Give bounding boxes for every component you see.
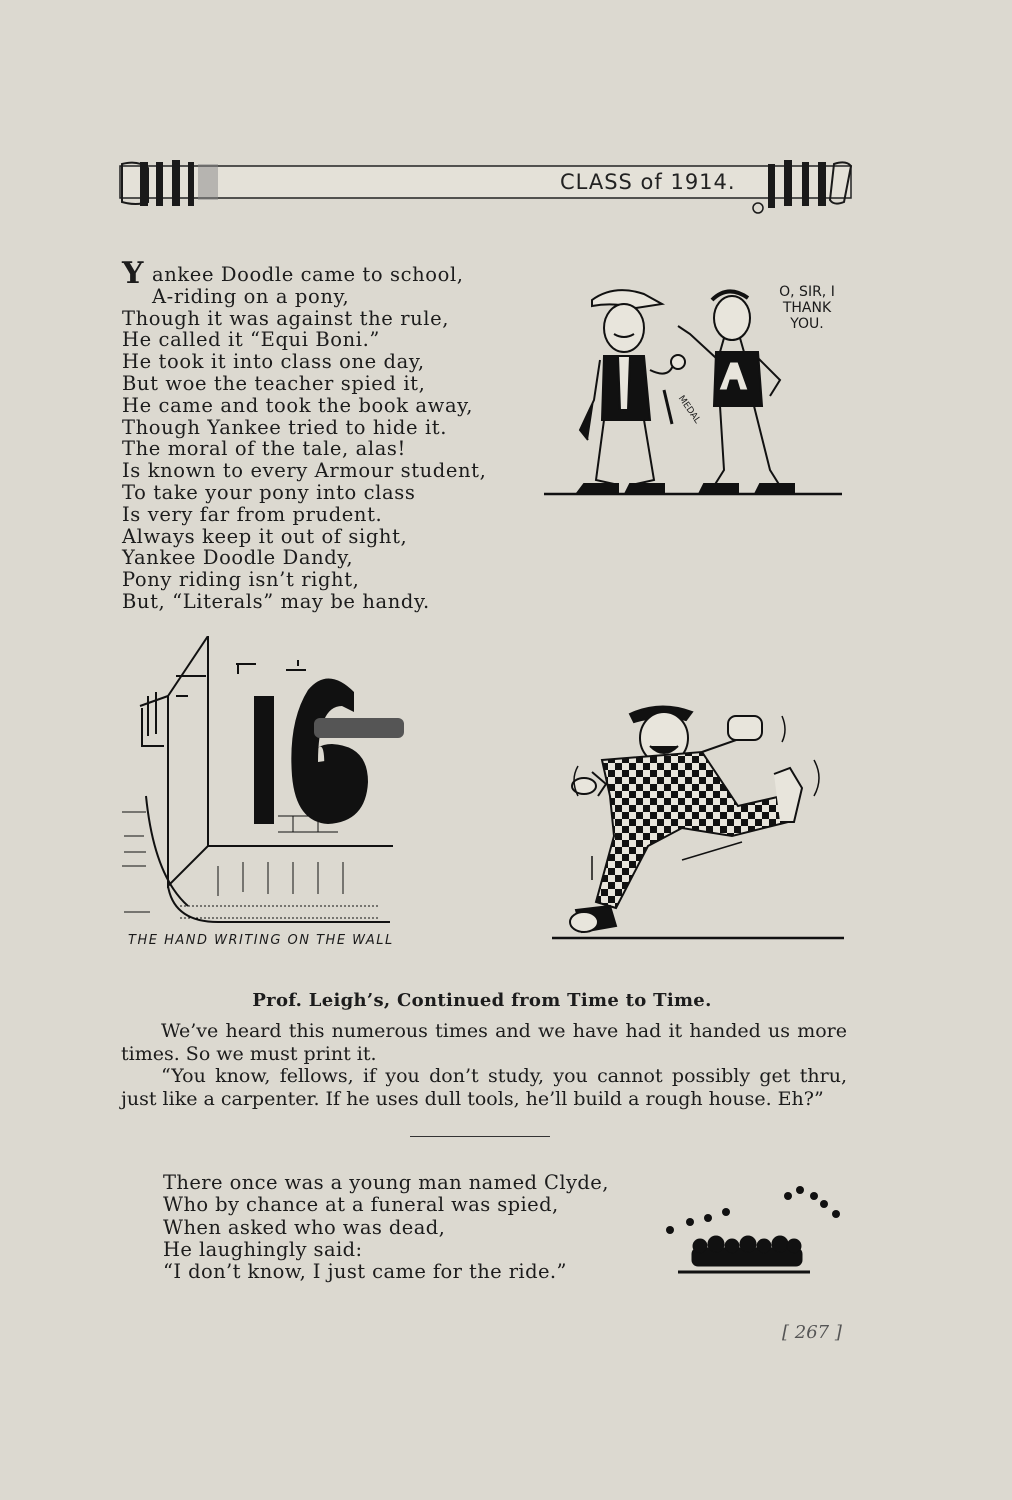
header-banner	[118, 158, 853, 218]
wall-cartoon-caption: THE HAND WRITING ON THE WALL	[128, 933, 394, 948]
cartoon-handwriting-wall	[118, 636, 408, 936]
limerick-line: He laughingly said:	[163, 1237, 363, 1261]
poem-line: Always keep it out of sight,	[122, 524, 408, 548]
poem-line: Pony riding isn’t right,	[122, 568, 360, 592]
poem-yankee-doodle	[122, 256, 522, 613]
divider-rule	[410, 1136, 550, 1137]
limerick-line: There once was a young man named Clyde,	[163, 1171, 609, 1194]
poem-line: A-riding on a pony,	[152, 284, 350, 308]
speech-line: O, SIR, I	[779, 284, 835, 300]
page-number: [ 267 ]	[782, 1322, 842, 1343]
speech-line: THANK	[782, 300, 832, 316]
paragraph: “You know, fellows, if you don’t study, you cannot possibly get thru, just like a carpenter. If he uses dull tools, he’ll build a rough house. Eh?”	[121, 1065, 847, 1110]
cartoon-checkered-dancer	[552, 686, 847, 944]
funeral-crowd-illustration	[660, 1186, 850, 1282]
poem-line: Yankee Doodle Dandy,	[122, 546, 354, 570]
poem-first-line	[122, 256, 522, 291]
section-body	[121, 1020, 847, 1110]
poem-line: Is very far from prudent.	[122, 502, 383, 526]
limerick-line: “I don’t know, I just came for the ride.”	[163, 1260, 567, 1284]
limerick-line: When asked who was dead,	[163, 1215, 446, 1239]
drop-cap: Y	[122, 256, 145, 291]
poem-line: He came and took the book away,	[122, 393, 473, 417]
header-title: CLASS of 1914.	[560, 170, 736, 194]
limerick-line: Who by chance at a funeral was spied,	[163, 1193, 559, 1217]
section-title: Prof. Leigh’s, Continued from Time to Time.	[252, 990, 712, 1011]
speech-bubble-text	[762, 284, 852, 332]
limerick	[163, 1172, 623, 1283]
poem-line: He took it into class one day,	[122, 350, 425, 374]
poem-line: But woe the teacher spied it,	[122, 371, 426, 395]
poem-line: The moral of the tale, alas!	[122, 437, 406, 461]
poem-line: Is known to every Armour student,	[122, 459, 487, 483]
poem-first-line-text: ankee Doodle came to school,	[152, 263, 464, 286]
poem-line: Though it was against the rule,	[122, 306, 450, 330]
poem-line: But, “Literals” may be handy.	[122, 589, 430, 613]
poem-line: To take your pony into class	[122, 480, 416, 504]
poem-line: Though Yankee tried to hide it.	[122, 415, 448, 439]
poem-line: He called it “Equi Boni.”	[122, 328, 380, 352]
paragraph: We’ve heard this numerous times and we have had it handed us more times. So we must print it.	[121, 1020, 847, 1065]
speech-line: YOU.	[790, 316, 824, 332]
medal-label: MEDAL	[675, 394, 703, 426]
